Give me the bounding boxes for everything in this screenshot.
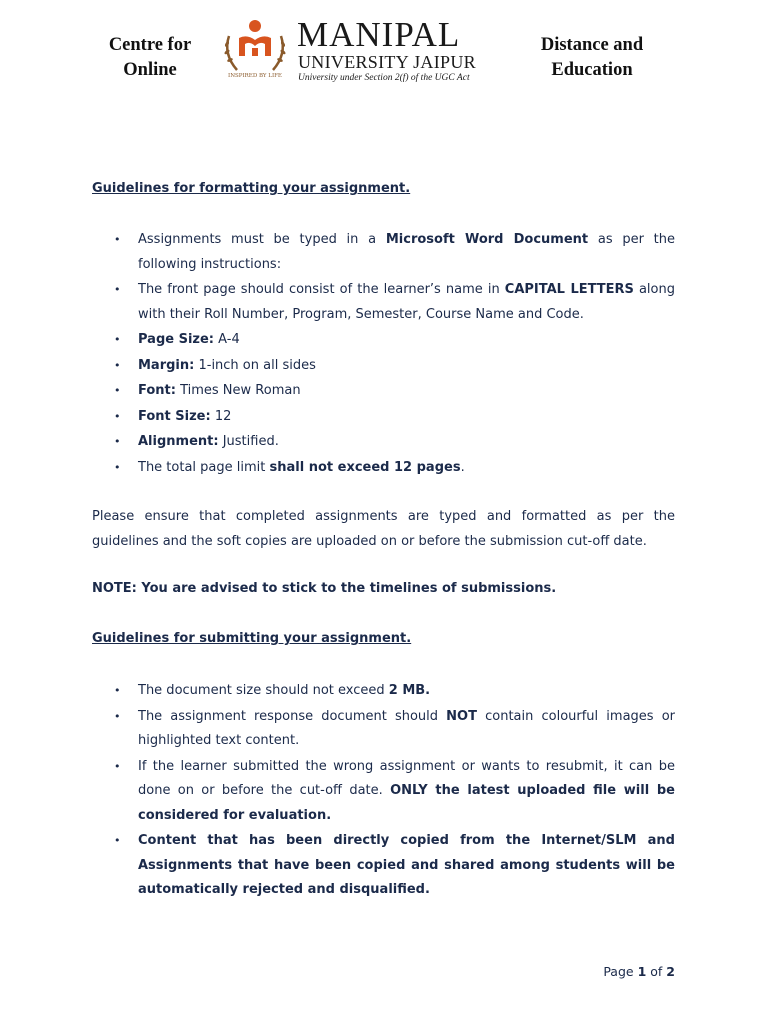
formatting-heading: Guidelines for formatting your assignment. [92,181,411,196]
header-left-line2: Online [123,60,177,80]
list-item: • Content that has been directly copied from the Internet/SLM and Assignments that have been copied and shared among students will be automatically rejected and disqualified. [110,829,675,903]
brand-name: MANIPAL [297,15,461,54]
list-item: • Page Size: A-4 [110,328,675,353]
list-item: • Assignments must be typed in a Microsoft Word Document as per the following instructions: [110,228,675,277]
formatting-list [110,228,675,481]
submitting-heading: Guidelines for submitting your assignment. [92,631,412,646]
list-item: • Font: Times New Roman [110,379,675,404]
header-right-line1: Distance and [540,35,644,55]
header-left-line1: Centre for [108,35,192,55]
list-item: • If the learner submitted the wrong assignment or wants to resubmit, it can be done on or before the cut-off date. ONLY the latest uploaded file will be considered for evaluation. [110,755,675,829]
university-logo [219,14,291,82]
list-item: • The document size should not exceed 2 MB. [110,679,675,704]
brand-block [297,15,476,84]
list-item: • Alignment: Justified. [110,430,675,455]
page-word: Page [603,964,634,979]
note-text: NOTE: You are advised to stick to the timelines of submissions. [92,581,557,596]
list-item: • The assignment response document should NOT contain colourful images or highlighted text content. [110,705,675,754]
list-item: • The total page limit shall not exceed 12 pages. [110,456,675,481]
total-pages: 2 [666,964,675,979]
submitting-list [110,679,675,904]
current-page: 1 [637,964,647,979]
brand-tagline: University under Section 2(f) of the UGC Act [298,73,470,83]
of-word: of [650,964,663,979]
header-left-text [75,33,225,83]
instructions-paragraph: Please ensure that completed assignments are typed and formatted as per the guidelines and the soft copies are uploaded on or before the submission cut-off date. [92,509,675,549]
logo-motto: INSPIRED BY LIFE [228,73,282,79]
list-item: • Margin: 1-inch on all sides [110,354,675,379]
header-right-line2: Education [551,60,633,80]
list-item: • The front page should consist of the learner’s name in CAPITAL LETTERS along with their Roll Number, Program, Semester, Course Name and Code. [110,278,675,327]
list-item: • Font Size: 12 [110,405,675,430]
page-number [603,964,675,979]
brand-subtitle: UNIVERSITY JAIPUR [298,52,476,72]
header-right-text [517,33,667,83]
